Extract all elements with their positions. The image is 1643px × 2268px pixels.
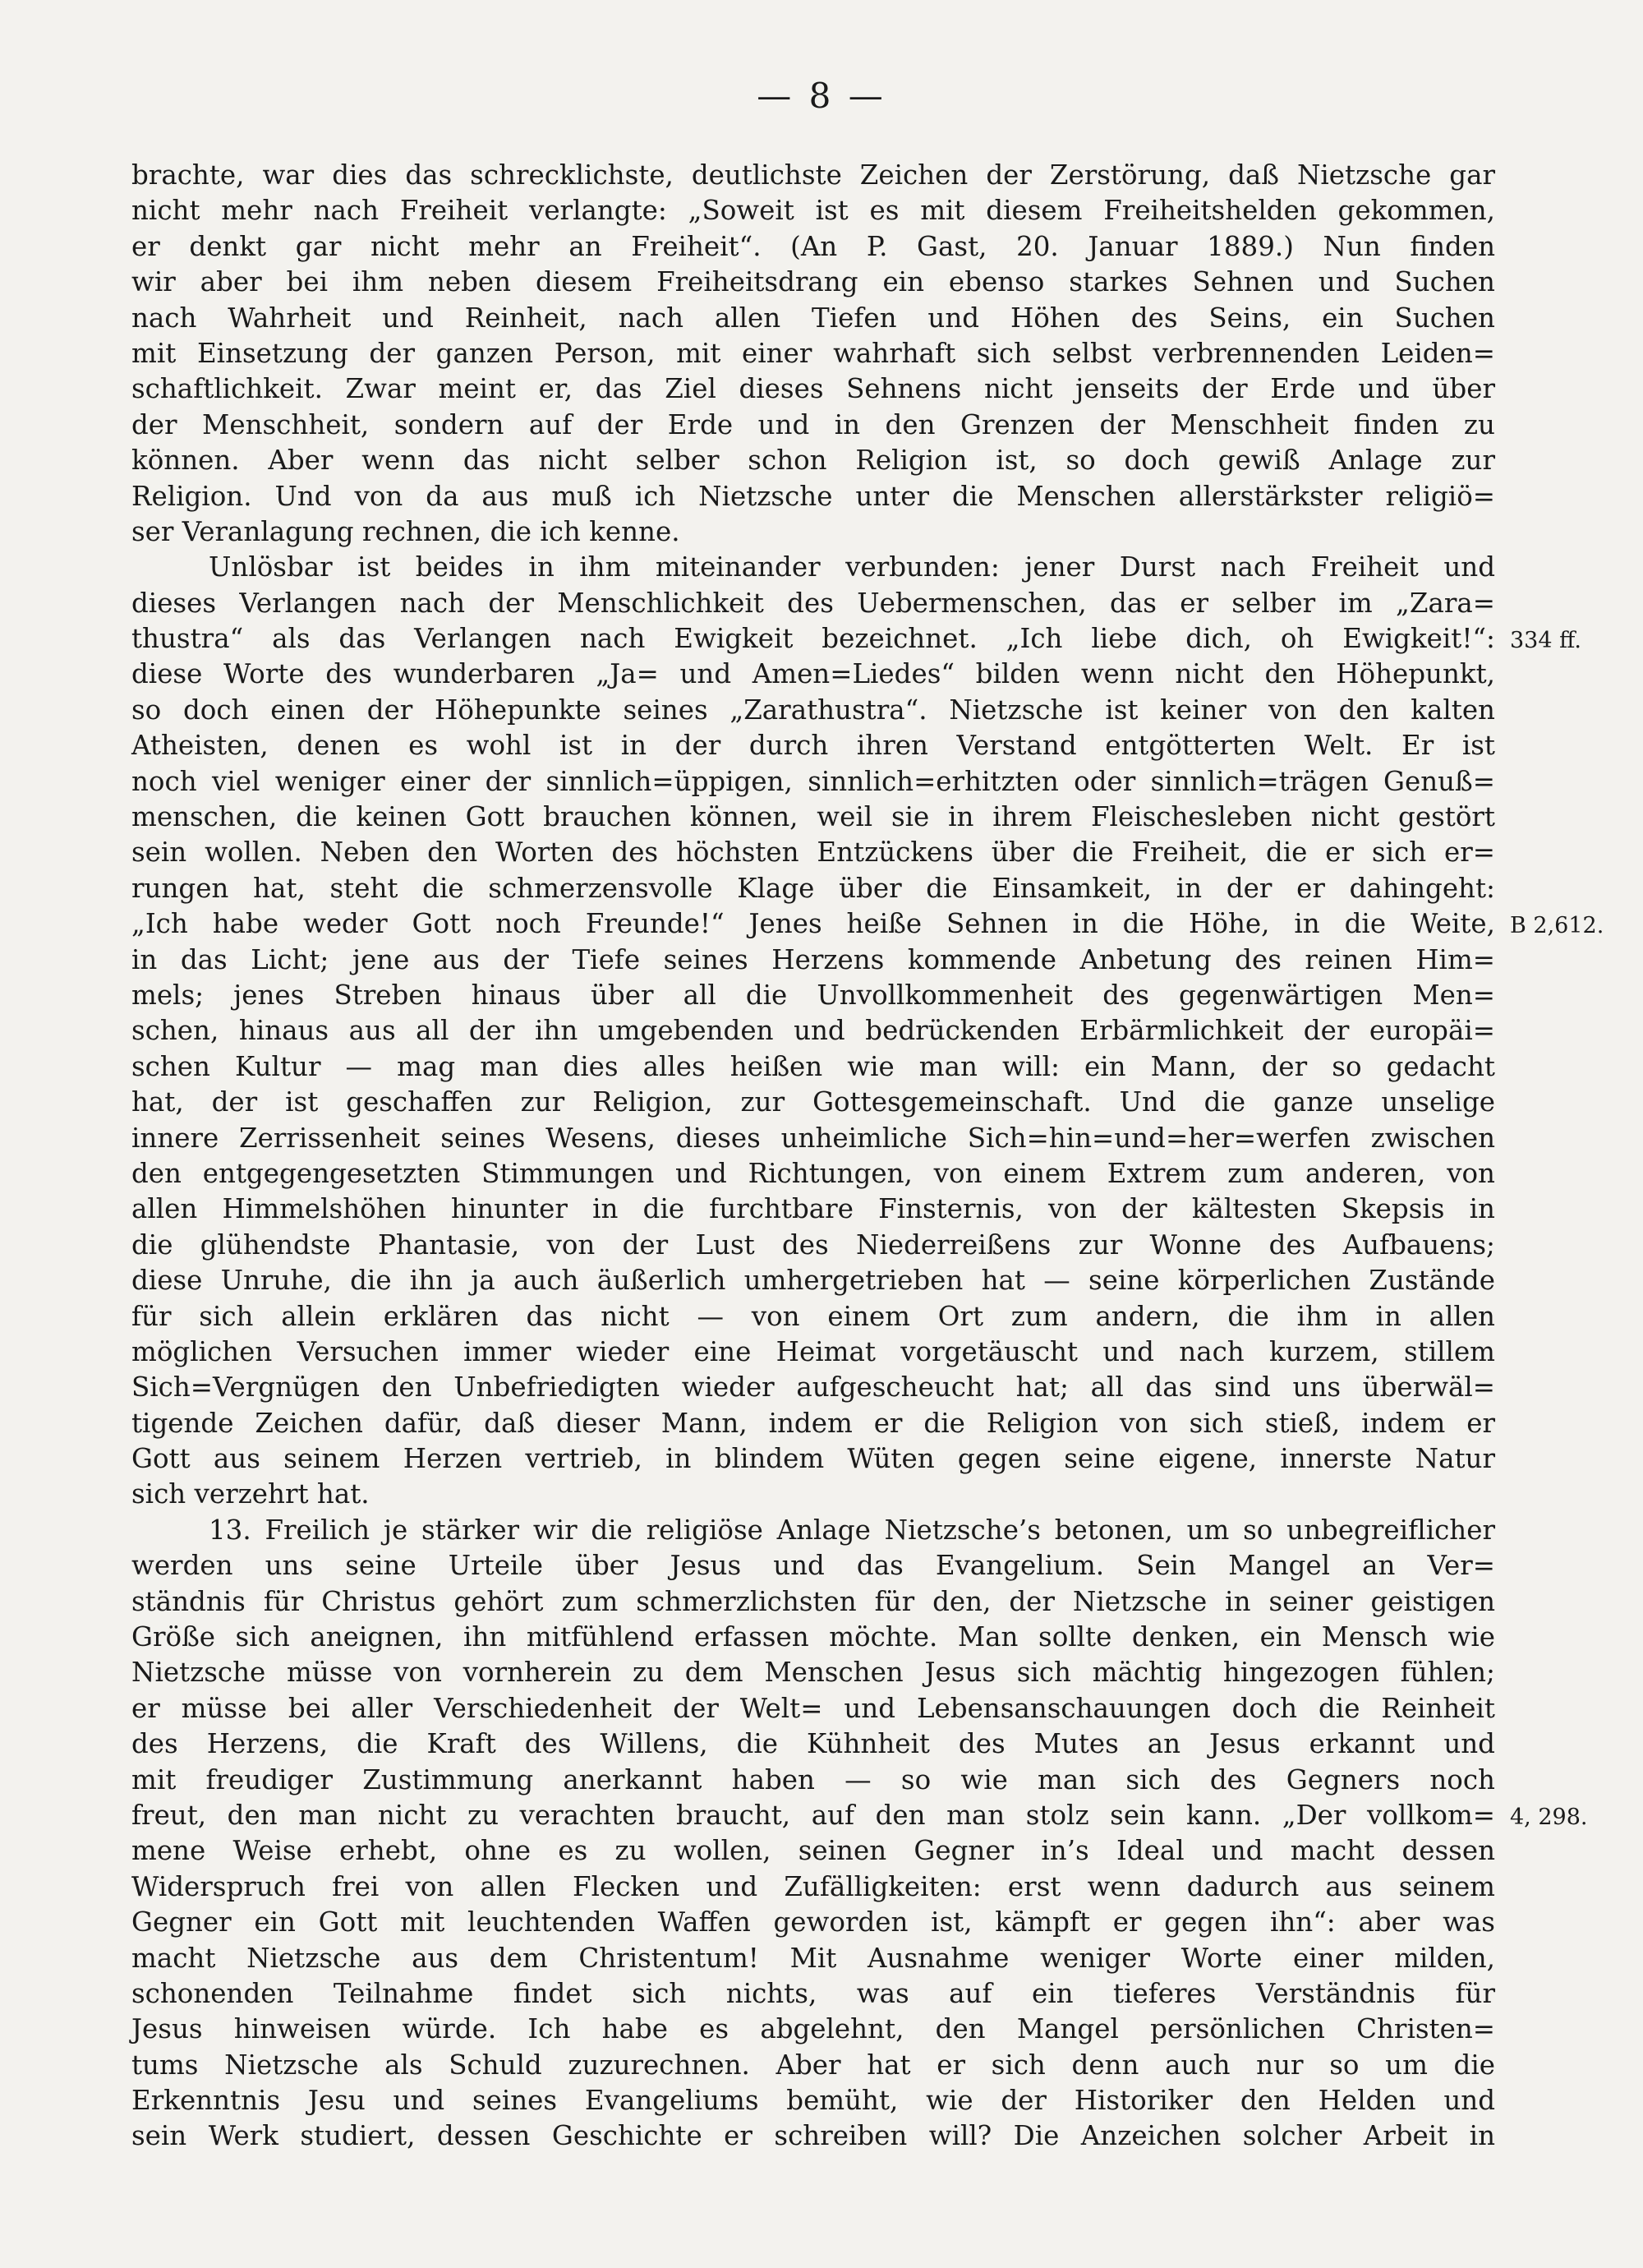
text-line: freut, den man nicht zu verachten braucht, auf den man stolz sein kann. „Der vollkom=: [131, 1799, 1495, 1831]
text-line: Gott aus seinem Herzen vertrieb, in blindem Wüten gegen seine eigene, innerste Natur: [131, 1443, 1495, 1475]
text-line: schaftlichkeit. Zwar meint er, das Ziel dieses Sehnens nicht jenseits der Erde und über: [131, 373, 1495, 405]
text-line: dieses Verlangen nach der Menschlichkeit des Uebermenschen, das er selber im „Zara=: [131, 587, 1495, 619]
text-line: Gegner ein Gott mit leuchtenden Waffen geworden ist, kämpft er gegen ihn“: aber was: [131, 1906, 1495, 1938]
text-line: rungen hat, steht die schmerzensvolle Klage über die Einsamkeit, in der er dahingeht:: [131, 872, 1495, 904]
text-line: Größe sich aneignen, ihn mitfühlend erfassen möchte. Man sollte denken, ein Mensch wie: [131, 1621, 1495, 1653]
body-text: [131, 158, 1495, 2155]
margin-reference: B 2,612.: [1510, 913, 1604, 939]
text-line: der Menschheit, sondern auf der Erde und in den Grenzen der Menschheit finden zu: [131, 408, 1495, 440]
text-line: mels; jenes Streben hinaus über all die Unvollkommenheit des gegenwärtigen Men=: [131, 979, 1495, 1011]
text-line: in das Licht; jene aus der Tiefe seines Herzens kommende Anbetung des reinen Him=: [131, 943, 1495, 975]
text-line: brachte, war dies das schrecklichste, deutlichste Zeichen der Zerstörung, daß Nietzsche gar: [131, 159, 1495, 191]
text-line: noch viel weniger einer der sinnlich=üppigen, sinnlich=erhitzten oder sinnlich=trägen Genuß=: [131, 765, 1495, 797]
text-line: er müsse bei aller Verschiedenheit der Welt= und Lebensanschauungen doch die Reinheit: [131, 1692, 1495, 1724]
text-line: Sich=Vergnügen den Unbefriedigten wieder aufgescheucht hat; all das sind uns überwäl=: [131, 1371, 1495, 1404]
text-line: er denkt gar nicht mehr an Freiheit“. (An P. Gast, 20. Januar 1889.) Nun finden: [131, 230, 1495, 262]
text-line: mit freudiger Zustimmung anerkannt haben — so wie man sich des Gegners noch: [131, 1763, 1495, 1796]
text-line: diese Worte des wunderbaren „Ja= und Amen=Liedes“ bilden wenn nicht den Höhepunkt,: [131, 658, 1495, 690]
text-line: diese Unruhe, die ihn ja auch äußerlich umhergetrieben hat — seine körperlichen Zustände: [131, 1265, 1495, 1297]
margin-reference: 4, 298.: [1510, 1805, 1588, 1831]
text-line: sich verzehrt hat.: [131, 1478, 370, 1510]
text-line: macht Nietzsche aus dem Christentum! Mit Ausnahme weniger Worte einer milden,: [131, 1942, 1495, 1974]
text-line: wir aber bei ihm neben diesem Freiheitsdrang ein ebenso starkes Sehnen und Suchen: [131, 266, 1495, 298]
text-line: mene Weise erhebt, ohne es zu wollen, seinen Gegner in’s Ideal und macht dessen: [131, 1835, 1495, 1867]
text-line: sein wollen. Neben den Worten des höchsten Entzückens über die Freiheit, die er sich er=: [131, 837, 1495, 869]
page-number: — 8 —: [757, 76, 886, 116]
text-line: Nietzsche müsse von vornherein zu dem Menschen Jesus sich mächtig hingezogen fühlen;: [131, 1657, 1495, 1689]
margin-reference: 334 ff.: [1510, 628, 1581, 654]
text-line: tigende Zeichen dafür, daß dieser Mann, indem er die Religion von sich stieß, indem er: [131, 1407, 1495, 1439]
text-line: mit Einsetzung der ganzen Person, mit einer wahrhaft sich selbst verbrennenden Leiden=: [131, 337, 1495, 369]
text-line: ser Veranlagung rechnen, die ich kenne.: [131, 515, 680, 547]
text-line: sein Werk studiert, dessen Geschichte er schreiben will? Die Anzeichen solcher Arbeit in: [131, 2120, 1495, 2152]
text-line: nach Wahrheit und Reinheit, nach allen Tiefen und Höhen des Seins, ein Suchen: [131, 302, 1495, 334]
text-line: thustra“ als das Verlangen nach Ewigkeit bezeichnet. „Ich liebe dich, oh Ewigkeit!“:: [131, 623, 1495, 655]
text-line: des Herzens, die Kraft des Willens, die Kühnheit des Mutes an Jesus erkannt und: [131, 1728, 1495, 1760]
text-line: allen Himmelshöhen hinunter in die furchtbare Finsternis, von der kältesten Skepsis in: [131, 1193, 1495, 1225]
text-line: Jesus hinweisen würde. Ich habe es abgelehnt, den Mangel persönlichen Christen=: [131, 2013, 1495, 2045]
text-line: schonenden Teilnahme findet sich nichts, was auf ein tieferes Verständnis für: [131, 1977, 1495, 2009]
text-line: menschen, die keinen Gott brauchen können, weil sie in ihrem Fleischesleben nicht gestört: [131, 801, 1495, 833]
text-line: für sich allein erklären das nicht — von einem Ort zum andern, die ihm in allen: [131, 1300, 1495, 1332]
text-line: möglichen Versuchen immer wieder eine Heimat vorgetäuscht und nach kurzem, stillem: [131, 1335, 1495, 1367]
text-line: so doch einen der Höhepunkte seines „Zarathustra“. Nietzsche ist keiner von den kalten: [131, 694, 1495, 726]
text-line: den entgegengesetzten Stimmungen und Richtungen, von einem Extrem zum anderen, von: [131, 1157, 1495, 1189]
text-line: ständnis für Christus gehört zum schmerzlichsten für den, der Nietzsche in seiner geistigen: [131, 1585, 1495, 1617]
text-line: die glühendste Phantasie, von der Lust des Niederreißens zur Wonne des Aufbauens;: [131, 1228, 1495, 1261]
text-line: hat, der ist geschaffen zur Religion, zur Gottesgemeinschaft. Und die ganze unselige: [131, 1086, 1495, 1118]
text-line: werden uns seine Urteile über Jesus und das Evangelium. Sein Mangel an Ver=: [131, 1550, 1495, 1582]
text-line: innere Zerrissenheit seines Wesens, dieses unheimliche Sich=hin=und=her=werfen zwischen: [131, 1122, 1495, 1154]
text-line: 13. Freilich je stärker wir die religiöse Anlage Nietzsche’s betonen, um so unbegreiflicher: [209, 1514, 1495, 1546]
text-line: schen Kultur — mag man dies alles heißen wie man will: ein Mann, der so gedacht: [131, 1050, 1495, 1082]
text-line: nicht mehr nach Freiheit verlangte: „Soweit ist es mit diesem Freiheitshelden gekommen,: [131, 195, 1495, 227]
text-line: schen, hinaus aus all der ihn umgebenden und bedrückenden Erbärmlichkeit der europäi=: [131, 1015, 1495, 1047]
text-line: Unlösbar ist beides in ihm miteinander verbunden: jener Durst nach Freiheit und: [209, 551, 1495, 583]
text-line: Erkenntnis Jesu und seines Evangeliums bemüht, wie der Historiker den Helden und: [131, 2085, 1495, 2117]
text-line: können. Aber wenn das nicht selber schon Religion ist, so doch gewiß Anlage zur: [131, 445, 1495, 477]
text-line: Widerspruch frei von allen Flecken und Zufälligkeiten: erst wenn dadurch aus seinem: [131, 1870, 1495, 1902]
text-line: Religion. Und von da aus muß ich Nietzsche unter die Menschen allerstärkster religiö=: [131, 480, 1495, 512]
text-line: Atheisten, denen es wohl ist in der durch ihren Verstand entgötterten Welt. Er ist: [131, 730, 1495, 762]
text-line: tums Nietzsche als Schuld zuzurechnen. Aber hat er sich denn auch nur so um die: [131, 2049, 1495, 2081]
text-line: „Ich habe weder Gott noch Freunde!“ Jenes heiße Sehnen in die Höhe, in die Weite,: [131, 908, 1495, 940]
